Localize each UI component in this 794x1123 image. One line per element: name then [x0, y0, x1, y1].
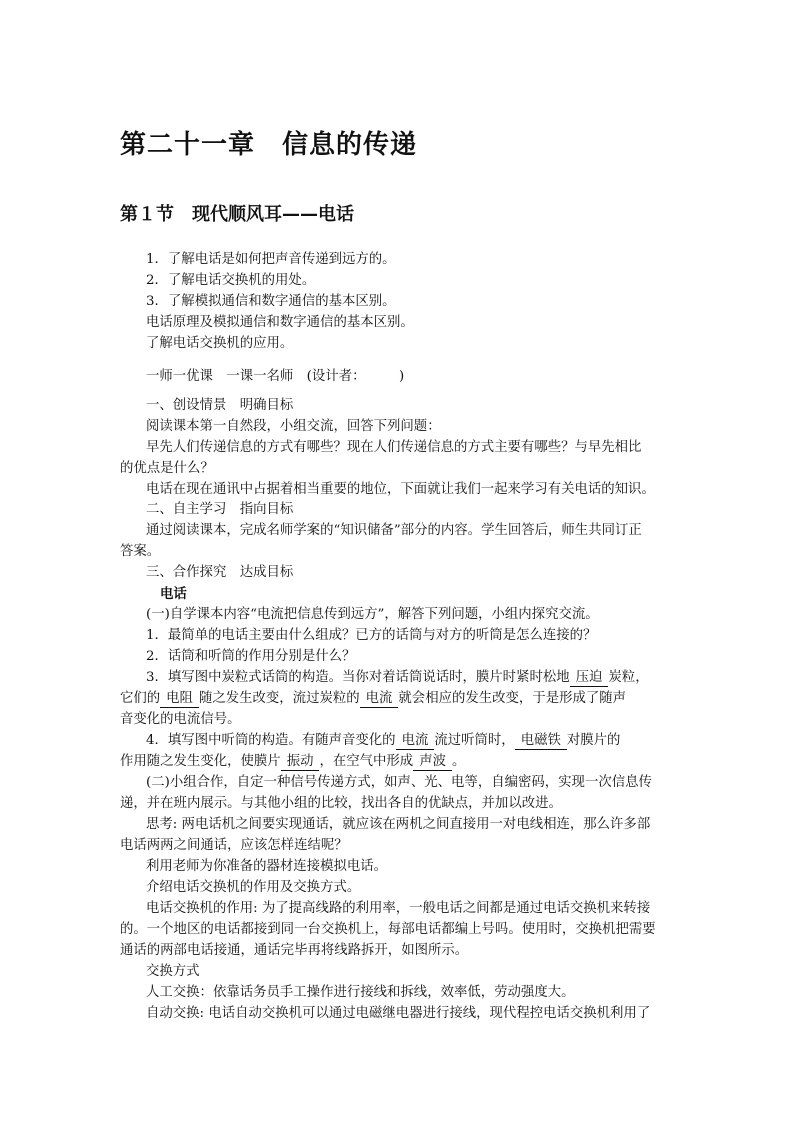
step1-heading: 一、创设情景 明确目标	[146, 398, 294, 413]
paragraph: 思考: 两电话机之间要实现通话，就应该在两机之间直接用一对电线相连，那么许多部	[146, 817, 651, 832]
section-title: 第１节 现代顺风耳——电话	[120, 204, 354, 225]
paragraph: 通话的两部电话接通，通话完毕再将线路拆开，如图所示。	[120, 943, 469, 958]
question-2: 2．话筒和听筒的作用分别是什么？	[146, 649, 356, 664]
question-3	[146, 668, 649, 688]
paragraph: 介绍电话交换机的作用及交换方式。	[146, 880, 361, 895]
paragraph: 人工交换：依靠话务员手工操作进行接线和拆线，效率低，劳动强度大。	[146, 985, 575, 1000]
objective-item: 3．了解模拟通信和数字通信的基本区别。	[146, 294, 396, 309]
blank-answer: 振动	[281, 754, 320, 771]
paragraph: 早先人们传递信息的方式有哪些？现在人们传递信息的方式主要有哪些？与早先相比	[146, 440, 642, 455]
paragraph: 答案。	[120, 544, 161, 559]
step3-heading: 三、合作探究 达成目标	[146, 565, 294, 580]
paragraph: 电话在现在通讯中占据着相当重要的地位，下面就让我们一起来学习有关电话的知识。	[146, 482, 655, 497]
question-3-cont	[120, 689, 626, 709]
q4-text: 。	[451, 754, 466, 769]
q4-text: 对膜片的	[566, 733, 621, 748]
paragraph: 电话两两之间通话，应该怎样连结呢？	[120, 838, 348, 853]
q4-text: 作用随之发生变化，使膜片	[120, 754, 281, 769]
q3-text: 就会相应的发生改变，于是形成了随声	[398, 691, 627, 706]
paragraph: 的。一个地区的电话都接到同一台交换机上，每部电话都编上号吗。使用时，交换机把需要	[120, 922, 656, 937]
blank-answer: 电磁铁	[515, 733, 567, 750]
blank-answer: 压迫	[570, 670, 609, 687]
q4-text: ，在空气中形成	[319, 754, 414, 769]
q3-text: 炭粒，	[608, 670, 649, 685]
question-3-cont: 音变化的电流信号。	[120, 712, 241, 727]
blank-answer: 电流	[396, 733, 435, 750]
paragraph: 利用老师为你准备的器材连接模拟电话。	[146, 859, 388, 874]
designer-line: 一师一优课 一课一名师 (设计者： )	[146, 369, 405, 384]
paragraph: (二)小组合作，自定一种信号传递方式，如声、光、电等，自编密码，实现一次信息传	[146, 775, 652, 790]
objective-item: 1．了解电话是如何把声音传递到远方的。	[146, 252, 396, 267]
q4-text: 流过听筒时，	[434, 733, 515, 748]
q3-text: 3．填写图中炭粒式话筒的构造。当你对着话筒说话时，膜片时紧时松地	[146, 670, 570, 685]
q3-text: 它们的	[120, 691, 161, 706]
question-4-cont	[120, 752, 465, 772]
q3-text: 随之发生改变，流过炭粒的	[198, 691, 360, 706]
exchange-heading: 交换方式	[146, 964, 200, 979]
paragraph: (一)自学课本内容“电流把信息传到远方”，解答下列问题，小组内探究交流。	[146, 607, 599, 622]
q4-text: 4．填写图中听筒的构造。有随声音变化的	[146, 733, 396, 748]
blank-answer: 电流	[360, 691, 399, 708]
paragraph: 阅读课本第一自然段，小组交流，回答下列问题：	[146, 419, 441, 434]
paragraph: 的优点是什么？	[120, 461, 214, 476]
step2-heading: 二、自主学习 指向目标	[146, 502, 294, 517]
paragraph: 递，并在班内展示。与其他小组的比较，找出各自的优缺点，并加以改进。	[120, 796, 562, 811]
blank-answer: 电阻	[160, 691, 199, 708]
chapter-title: 第二十一章 信息的传递	[120, 130, 418, 160]
paragraph: 自动交换: 电话自动交换机可以通过电磁继电器进行接线，现代程控电话交换机利用了	[146, 1006, 651, 1021]
difficult-point: 了解电话交换机的应用。	[146, 336, 294, 351]
paragraph: 通过阅读课本，完成名师学案的“知识储备”部分的内容。学生回答后，师生共同订正	[146, 523, 642, 538]
subheading-phone: 电话	[160, 586, 187, 602]
objective-item: 2．了解电话交换机的用处。	[146, 273, 316, 288]
paragraph: 电话交换机的作用: 为了提高线路的利用率，一般电话之间都是通过电话交换机来转接	[146, 901, 651, 916]
question-4	[146, 731, 620, 751]
key-point: 电话原理及模拟通信和数字通信的基本区别。	[146, 315, 414, 330]
blank-answer: 声波	[413, 754, 452, 771]
question-1: 1．最简单的电话主要由什么组成？已方的话筒与对方的听筒是怎么连接的？	[146, 628, 597, 643]
